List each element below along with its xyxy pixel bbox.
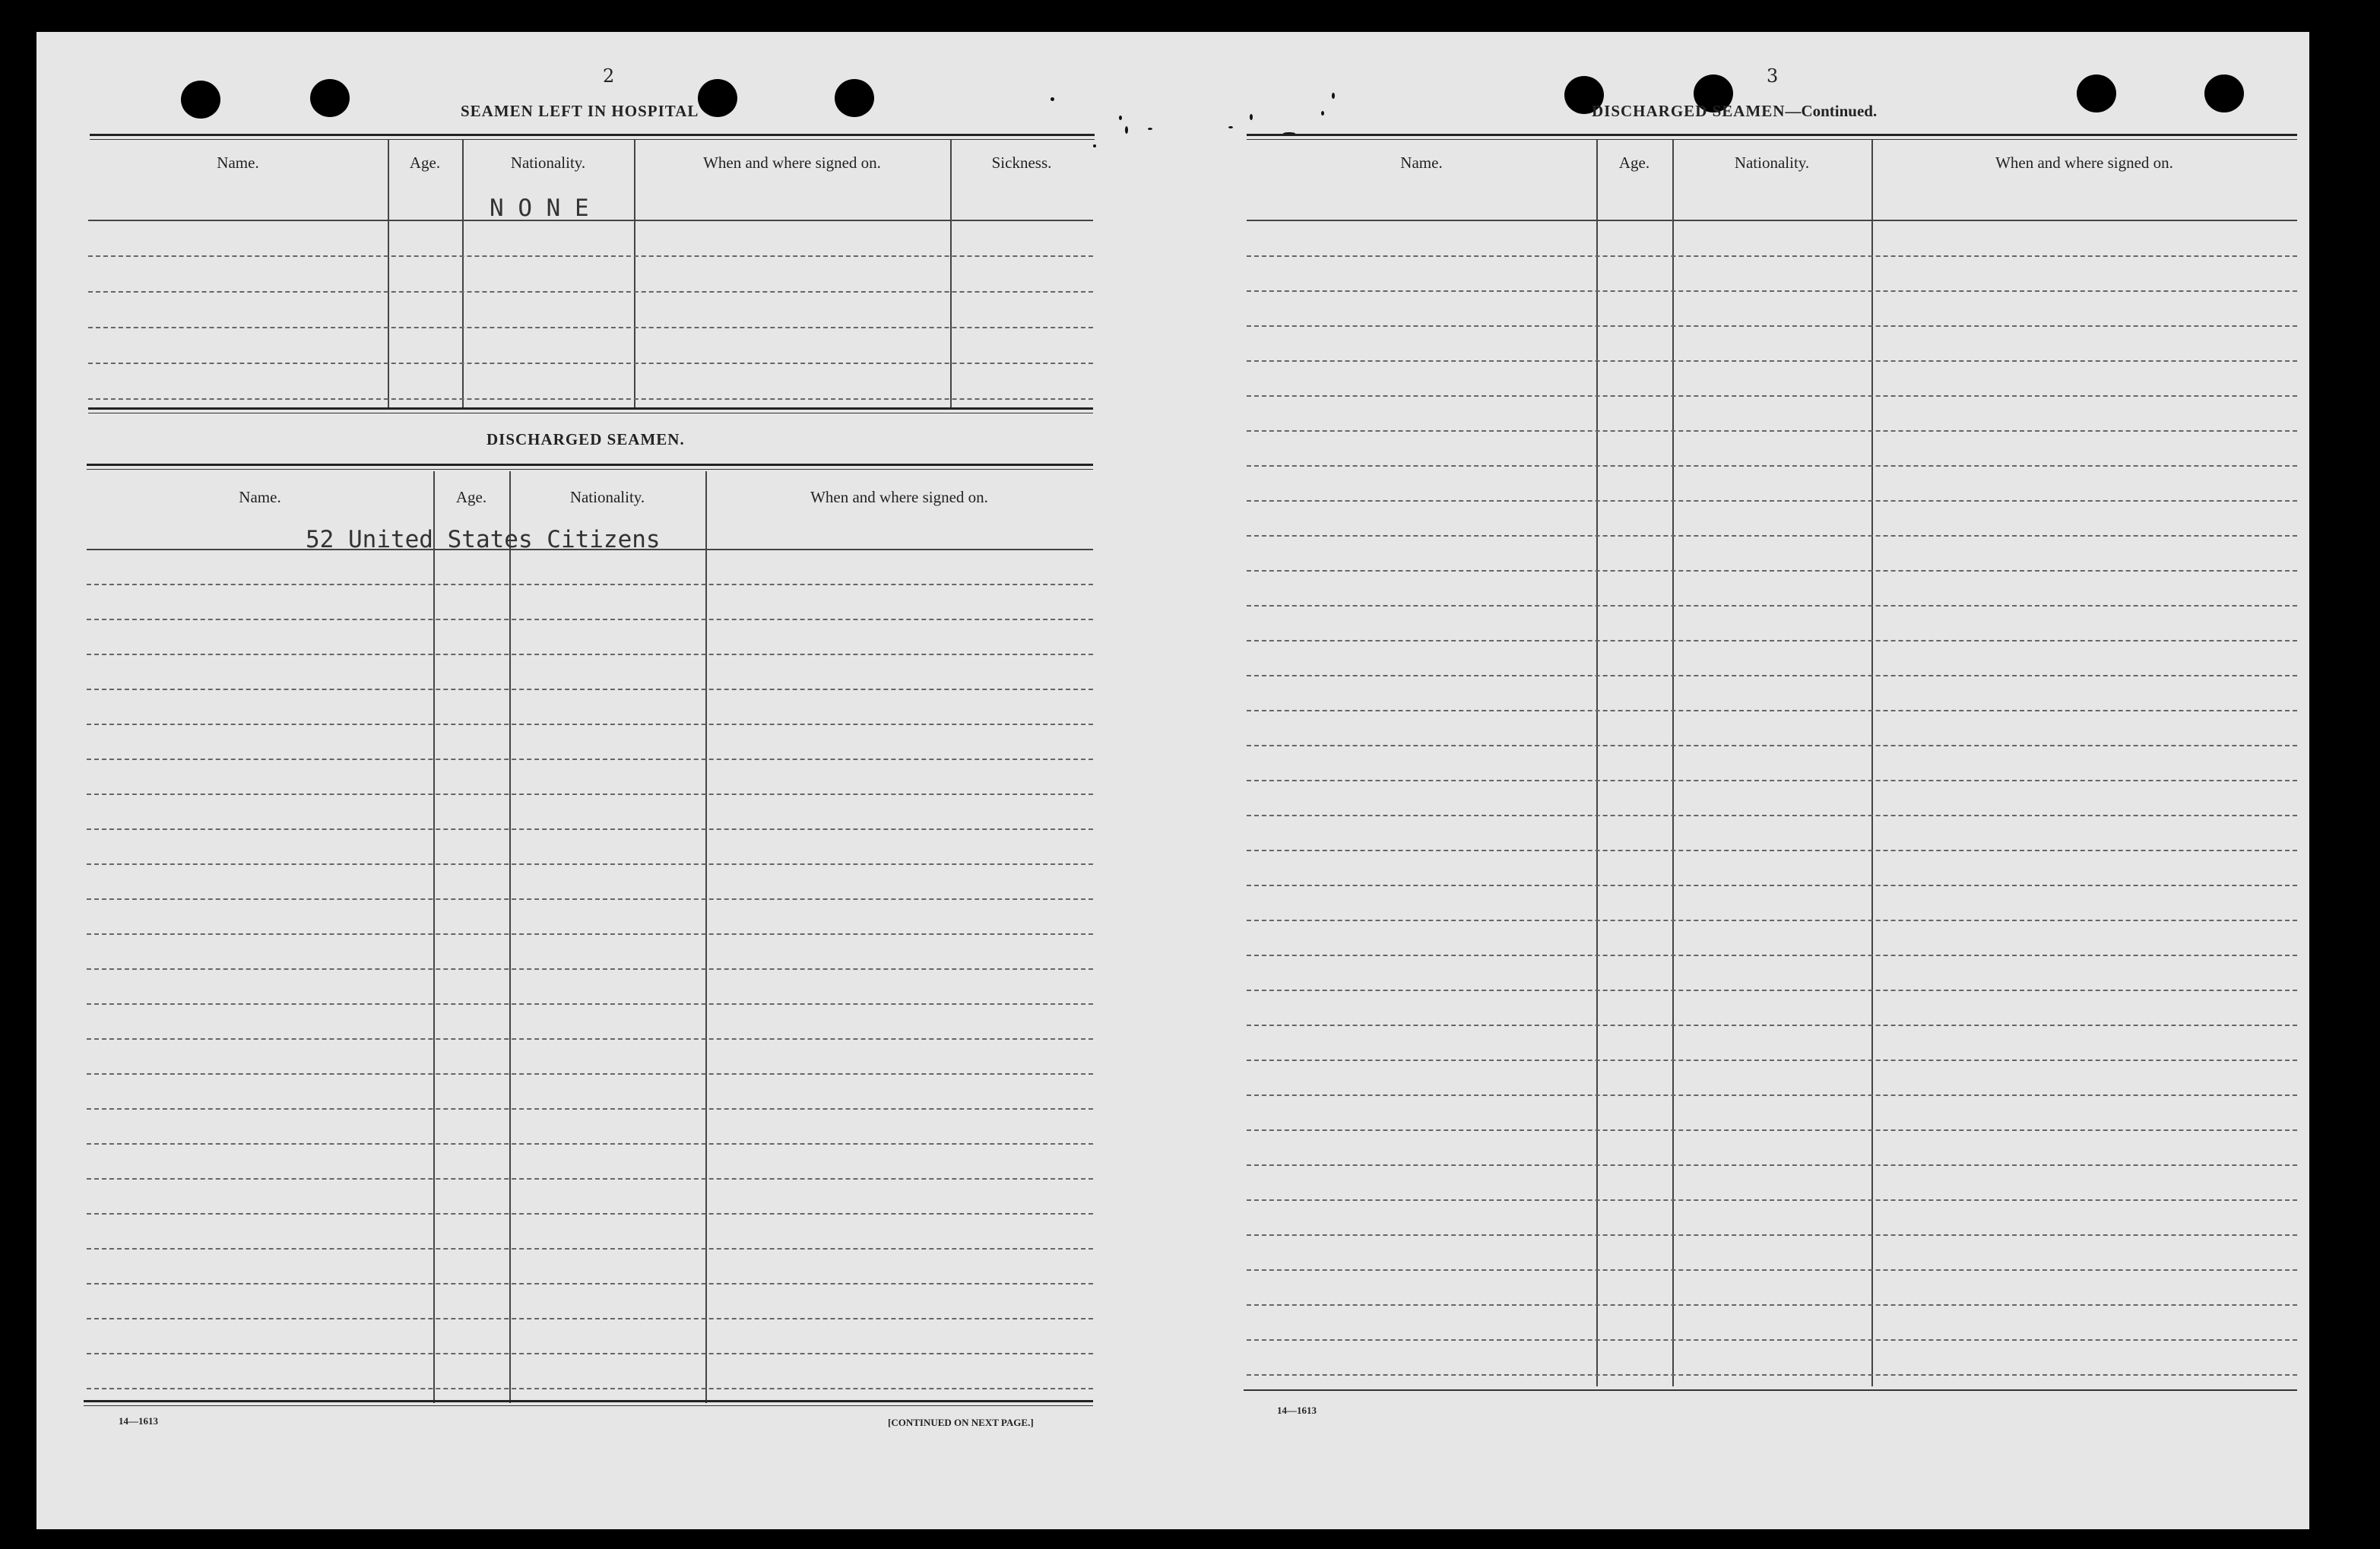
punch-hole <box>835 79 874 117</box>
row-rule <box>1247 710 2297 711</box>
row-rule <box>87 619 1093 620</box>
row-rule <box>88 327 1093 328</box>
row-rule <box>87 1248 1093 1250</box>
column-header-name: Name. <box>239 488 281 506</box>
row-rule <box>87 1213 1093 1215</box>
row-rule <box>87 1073 1093 1075</box>
row-rule <box>88 363 1093 364</box>
column-header-nationality: Nationality. <box>569 488 645 506</box>
row-rule <box>1247 605 2297 607</box>
column-header-age: Age. <box>455 488 487 506</box>
row-rule <box>1247 570 2297 572</box>
ink-speck <box>1321 111 1324 116</box>
row-rule <box>88 398 1093 400</box>
right-title-suffix: —Continued. <box>1785 102 1878 120</box>
row-rule <box>87 584 1093 585</box>
row-rule <box>1247 1025 2297 1026</box>
row-rule <box>1247 1234 2297 1236</box>
right-title-main: DISCHARGED SEAMEN <box>1592 102 1786 120</box>
discharged-section-title: DISCHARGED SEAMEN. <box>486 430 685 448</box>
hospital-typed-entry: N O N E <box>490 195 589 222</box>
row-rule <box>87 1108 1093 1110</box>
row-rule <box>1247 1060 2297 1061</box>
row-rule <box>87 863 1093 865</box>
column-header-signed-on: When and where signed on. <box>810 488 988 506</box>
ink-speck <box>1125 126 1128 134</box>
double-rule <box>84 1400 1093 1402</box>
row-rule <box>1247 290 2297 292</box>
document-sheet <box>36 32 2309 1529</box>
row-rule <box>1247 1374 2297 1376</box>
row-rule <box>1247 990 2297 991</box>
row-rule <box>1247 1129 2297 1131</box>
row-rule <box>87 689 1093 690</box>
row-rule <box>87 1003 1093 1005</box>
hospital-section-title: SEAMEN LEFT IN HOSPITAL <box>461 102 699 120</box>
row-rule <box>1247 465 2297 467</box>
row-rule <box>87 1038 1093 1040</box>
ink-speck <box>1332 93 1335 99</box>
row-rule <box>1247 395 2297 397</box>
row-rule <box>1247 745 2297 746</box>
row-rule <box>87 1283 1093 1284</box>
row-rule <box>1247 1339 2297 1341</box>
column-divider <box>433 471 435 1403</box>
right-page-number: 3 <box>1767 65 1779 87</box>
punch-hole <box>310 79 350 117</box>
right-section-title <box>1592 102 1877 121</box>
row-rule <box>87 968 1093 970</box>
row-rule <box>87 794 1093 795</box>
row-rule <box>88 255 1093 257</box>
column-divider <box>705 471 707 1403</box>
row-rule <box>1247 1304 2297 1306</box>
column-header-nationality: Nationality. <box>510 154 586 172</box>
ink-speck <box>1093 144 1096 147</box>
row-rule <box>1247 885 2297 886</box>
row-rule <box>1247 920 2297 921</box>
column-header-name: Name. <box>217 154 259 172</box>
row-rule <box>1247 325 2297 327</box>
ink-speck <box>1148 128 1152 130</box>
row-rule <box>1247 850 2297 851</box>
discharged-continued-table <box>1247 140 2297 1386</box>
ink-speck <box>1119 116 1122 120</box>
row-rule <box>1247 430 2297 432</box>
double-rule <box>1247 134 2297 136</box>
row-rule <box>1247 1269 2297 1271</box>
column-header-signed-on: When and where signed on. <box>1995 154 2173 172</box>
double-rule <box>90 134 1095 136</box>
punch-hole <box>698 79 737 117</box>
punch-hole <box>2077 74 2116 112</box>
row-rule <box>87 1143 1093 1145</box>
row-rule <box>1247 360 2297 362</box>
row-rule <box>87 1178 1093 1180</box>
column-header-name: Name. <box>1400 154 1443 172</box>
row-rule <box>1247 1199 2297 1201</box>
double-rule <box>87 464 1093 466</box>
row-rule <box>1247 955 2297 956</box>
column-divider <box>950 140 952 410</box>
row-rule <box>87 1353 1093 1354</box>
column-divider <box>509 471 511 1403</box>
row-rule <box>87 759 1093 760</box>
punch-hole <box>2204 74 2244 112</box>
header-rule <box>88 220 1093 221</box>
column-header-age: Age. <box>1618 154 1650 172</box>
row-rule <box>1247 675 2297 676</box>
left-page-number: 2 <box>603 65 615 87</box>
row-rule <box>87 828 1093 830</box>
row-rule <box>1247 535 2297 537</box>
header-rule <box>1247 220 2297 221</box>
left-form-number: 14—1613 <box>119 1415 158 1427</box>
hospital-table <box>88 140 1093 410</box>
column-header-nationality: Nationality. <box>1734 154 1810 172</box>
column-divider <box>462 140 464 410</box>
row-rule <box>87 654 1093 655</box>
column-divider <box>388 140 389 410</box>
punch-hole <box>181 81 220 119</box>
row-rule <box>1247 640 2297 641</box>
row-rule <box>87 724 1093 725</box>
row-rule <box>87 1318 1093 1319</box>
column-divider <box>634 140 635 410</box>
row-rule <box>1247 255 2297 257</box>
discharged-typed-entry: 52 United States Citizens <box>306 526 661 553</box>
double-rule <box>88 407 1093 410</box>
column-header-signed-on: When and where signed on. <box>703 154 881 172</box>
column-header-sickness: Sickness. <box>991 154 1052 172</box>
right-form-number: 14—1613 <box>1277 1405 1317 1416</box>
row-rule <box>87 933 1093 935</box>
discharged-table <box>87 471 1093 1403</box>
bottom-rule <box>1244 1389 2297 1391</box>
row-rule <box>88 291 1093 293</box>
continued-note: [CONTINUED ON NEXT PAGE.] <box>888 1417 1034 1428</box>
column-header-age: Age. <box>409 154 441 172</box>
row-rule <box>1247 500 2297 502</box>
row-rule <box>87 1388 1093 1389</box>
ink-speck <box>1228 126 1233 128</box>
row-rule <box>1247 815 2297 816</box>
row-rule <box>1247 1164 2297 1166</box>
row-rule <box>1247 780 2297 781</box>
row-rule <box>87 898 1093 900</box>
ink-speck <box>1250 114 1253 120</box>
row-rule <box>1247 1094 2297 1096</box>
ink-speck <box>1051 97 1054 101</box>
